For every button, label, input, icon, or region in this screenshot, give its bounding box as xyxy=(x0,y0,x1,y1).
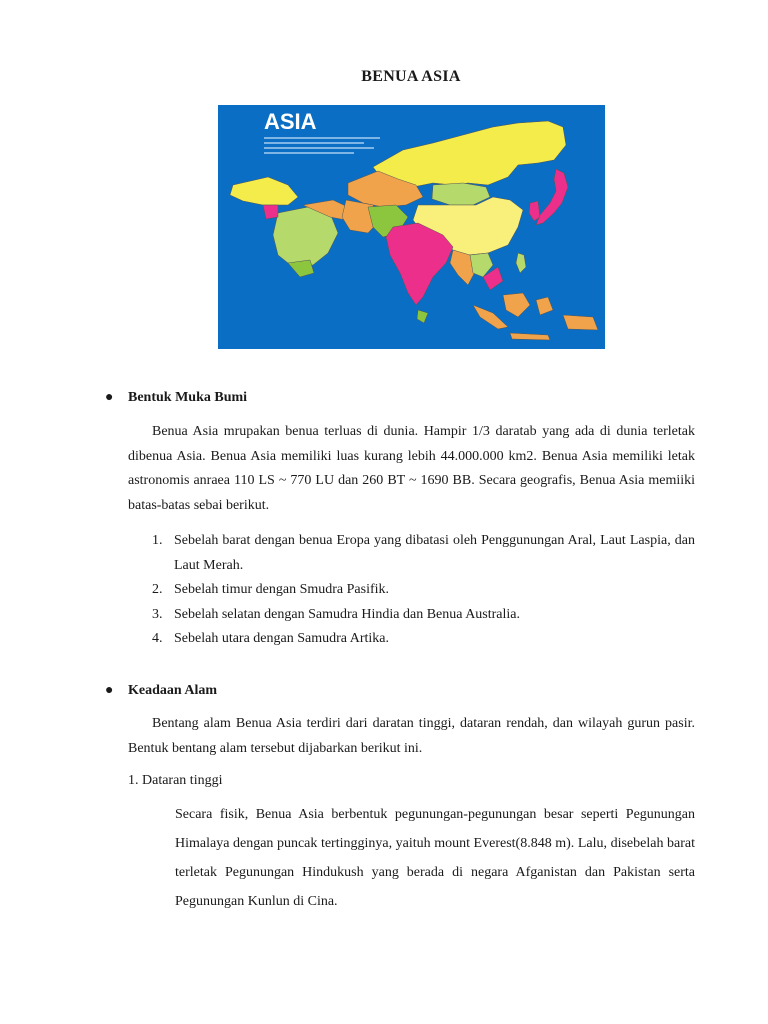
subheading: 1. Dataran tinggi xyxy=(128,773,223,788)
section-paragraph xyxy=(128,420,695,518)
list-number: 1. xyxy=(152,533,163,548)
bullet-icon: ● xyxy=(105,683,114,698)
list-number: 3. xyxy=(152,606,163,622)
list-number: 4. xyxy=(152,631,163,646)
bullet-icon: ● xyxy=(105,390,114,405)
paragraph-text: Bentang alam Benua Asia terdiri dari daratan tinggi, dataran rendah, dan wilayah gurun pasir. Bentuk bentang alam tersebut dijabarkan berikut ini. xyxy=(128,716,695,756)
list-text: Sebelah utara dengan Samudra Artika. xyxy=(174,631,389,646)
list-text: Sebelah selatan dengan Samudra Hindia dan Benua Australia. xyxy=(174,606,521,622)
section-heading: Keadaan Alam xyxy=(128,683,218,698)
asia-map-svg xyxy=(218,105,605,349)
section-paragraph xyxy=(128,712,695,761)
list-item xyxy=(152,578,695,603)
document-title: BENUA ASIA xyxy=(361,68,461,85)
list-number: 2. xyxy=(152,582,163,597)
list-text: Sebelah timur dengan Smudra Pasifik. xyxy=(174,582,390,597)
list-text: Sebelah barat dengan benua Eropa yang dibatasi oleh Penggunungan Aral, Laut Laspia, dan Laut Merah. xyxy=(174,533,695,573)
paragraph-text: Benua Asia mrupakan benua terluas di dunia. Hampir 1/3 daratab yang ada di dunia terletak dibenua Asia. Benua Asia memiliki luas kurang lebih 44.000.000 km2. Benua Asia memiliki letak astronomis anraea 110 LS ~ 770 LU dan 260 BT ~ 1690 BB. Secara geografis, Benua Asia memiiki batas-batas sebai berikut. xyxy=(128,424,695,513)
asia-map-image xyxy=(218,105,605,349)
list-item xyxy=(152,529,695,578)
list-item xyxy=(152,603,695,628)
list-item xyxy=(152,627,695,652)
subparagraph: Secara fisik, Benua Asia berbentuk pegunungan-pegunungan besar seperti Pegunungan Himalaya dengan puncak tertingginya, yaituh mount Everest(8.848 m). Lalu, disebelah barat terletak Pegunungan Hindukush yang berada di negara Afganistan dan Pakistan serta Pegunungan Kunlun di Cina. xyxy=(175,807,695,909)
map-label: ASIA xyxy=(264,109,317,134)
section-heading: Bentuk Muka Bumi xyxy=(128,390,248,405)
boundary-list xyxy=(152,529,695,652)
